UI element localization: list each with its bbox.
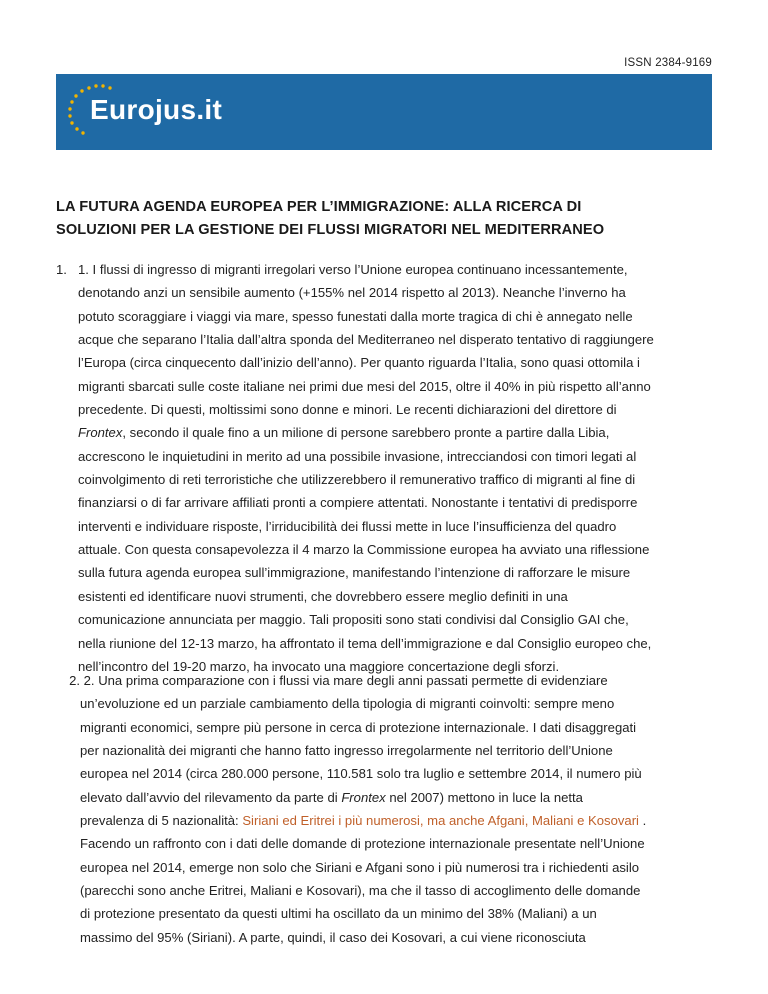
eurojus-logo[interactable]	[62, 76, 262, 146]
nationalities-link[interactable]: Siriani ed Eritrei i più numerosi, ma anche Afgani, Maliani e Kosovari	[242, 813, 639, 829]
header-banner	[56, 74, 712, 150]
paragraph-2: 2. 2. Una prima comparazione con i flussi via mare degli anni passati permette di evidenziare un’evoluzione ed un parziale cambiamento della tipologia di migranti coinvolti: sempre meno migranti economici, sempre più persone in cerca di protezione internazionale. I dati disaggregati per nazionalità dei migranti che hanno fatto ingresso irregolarmente nel territorio dell’Unione europea nel 2014 (circa 280.000 persone, 110.581 solo tra luglio e settembre 2014, il numero più elevato dall’avvio del rilevamento da parte di Frontex nel 2007) mettono in luce la netta prevalenza di 5 nazionalità: Siriani ed Eritrei i più numerosi, ma anche Afgani, Maliani e Kosovari . Facendo un raffronto con i dati delle domande di protezione internazionale presentate nell’Unione europea nel 2014, emerge non solo che Siriani e Afgani sono i più numerosi tra i richiedenti asilo (parecchi sono anche Eritrei, Maliani e Kosovari), ma che il tasso di accoglimento delle domande di protezione presentato da questi ultimi ha oscillato da un minimo del 38% (Maliani) a un massimo del 95% (Siriani). A parte, quindi, il caso dei Kosovari, a cui viene riconosciuta	[56, 669, 716, 949]
title-line: SOLUZIONI PER LA GESTIONE DEI FLUSSI MIGRATORI NEL MEDITERRANEO	[56, 222, 605, 238]
frontex-em: Frontex	[78, 425, 123, 441]
paragraph-1: 1. 1. I flussi di ingresso di migranti irregolari verso l’Unione europea continuano incessantemente, denotando anzi un sensibile aumento (+155% nel 2014 rispetto al 2013). Neanche l’inverno ha potuto scoraggiare i viaggi via mare, spesso funestati dalla morte tragica di chi è annegato nelle acque che separano l’Italia dall’altra sponda del Mediterraneo nel disperato tentativo di raggiungere l’Europa (circa cinquecento dall’inizio dell’anno). Per quanto riguarda l’Italia, sono quasi ottomila i migranti sbarcati sulle coste italiane nei primi due mesi del 2015, oltre il 40% in più rispetto all’anno precedente. Di questi, moltissimi sono donne e minori. Le recenti dichiarazioni del direttore di Frontex, secondo il quale fino a un milione di persone sarebbero pronte a partire dalla Libia, accrescono le inquietudini in merito ad una possibile invasione, intrecciandosi con timori legati al coinvolgimento di reti terroristiche che utilizzerebbero il remunerativo traffico di migranti al fine di finanziarsi o di far arrivare affiliati pronti a compiere attentati. Nonostante i tentativi di predisporre interventi e individuare risposte, l’irriducibilità dei flussi mette in luce l’insufficienza del quadro attuale. Con questa consapevolezza il 4 marzo la Commissione europea ha avviato una riflessione sulla futura agenda europea sull’immigrazione, manifestando l’intenzione di rafforzare le misure esistenti ed identificare nuovi strumenti, che dovrebbero essere meglio definiti in una comunicazione annunciata per maggio. Tali propositi sono stati condivisi dal Consiglio GAI che, nella riunione del 12-13 marzo, ha affrontato il tema dell’immigrazione e dal Consiglio europeo che, nell’incontro del 19-20 marzo, ha invocato una maggiore concertazione degli sforzi.	[56, 258, 716, 678]
list-number: 2.	[69, 673, 80, 688]
list-number: 1.	[56, 262, 67, 277]
article-title	[56, 196, 716, 242]
issn-label: ISSN 2384-9169	[624, 57, 712, 69]
title-line: LA FUTURA AGENDA EUROPEA PER L’IMMIGRAZIONE: ALLA RICERCA DI	[56, 199, 582, 215]
logo-text: Eurojus.it	[90, 94, 223, 125]
frontex-em: Frontex	[341, 789, 386, 805]
